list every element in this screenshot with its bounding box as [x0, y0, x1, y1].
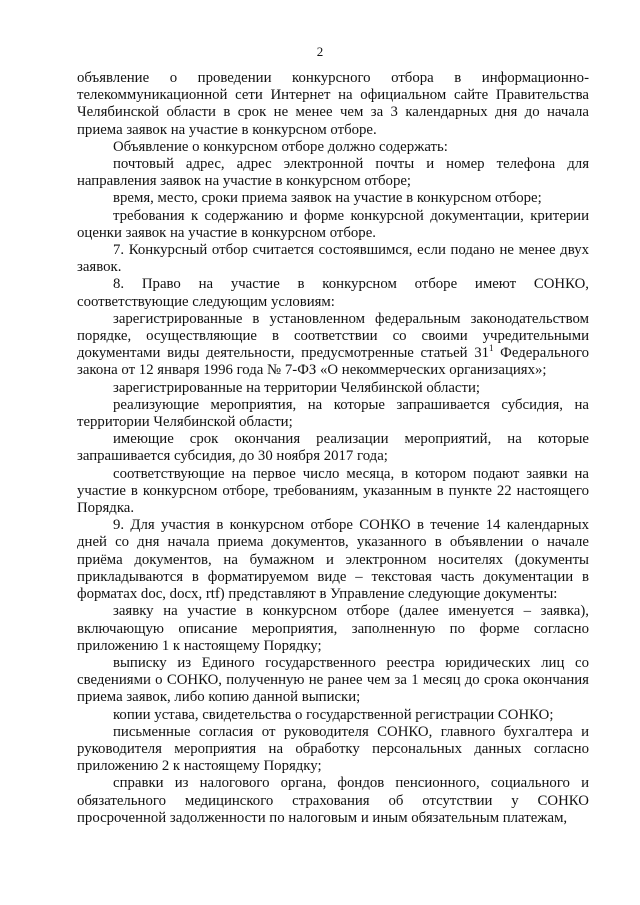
superscript: 1 — [489, 343, 494, 354]
paragraph: 9. Для участия в конкурсном отборе СОНКО в течение 14 календарных дней со дня начала приема документов, указанного в объявлении о начале приёма документов, на бумажном и электронном носителях (документы прикладываются в форматируемом виде – текстовая часть документации в форматах doc, docx, rtf) представляют в Управление следующие документы: — [77, 517, 589, 603]
paragraph: письменные согласия от руководителя СОНКО, главного бухгалтера и руководителя мероприятия на обработку персональных данных согласно приложению 2 к настоящему Порядку; — [77, 723, 589, 775]
paragraph-text: Федерального закона от 12 января 1996 года № 7-ФЗ «О некоммерческих организациях»; — [77, 345, 589, 379]
paragraph: выписку из Единого государственного реестра юридических лиц со сведениями о СОНКО, полученную не ранее чем за 1 месяц до срока окончания приема заявок, либо копию данной выписки; — [77, 654, 589, 706]
paragraph: справки из налогового органа, фондов пенсионного, социального и обязательного медицинского страхования об отсутствии у СОНКО просроченной задолженности по налоговым и иным обязательным платежам, — [77, 775, 589, 826]
page-number: 2 — [316, 44, 324, 59]
paragraph: Объявление о конкурсном отборе должно содержать: — [113, 138, 448, 155]
paragraph: имеющие срок окончания реализации мероприятий, на которые запрашивается субсидия, до 30 ноября 2017 года; — [77, 431, 589, 465]
paragraph: объявление о проведении конкурсного отбора в информационно-телекоммуникационной сети Интернет на официальном сайте Правительства Челябинской области в срок не менее чем за 3 календарных дня до начала приема заявок на участие в конкурсном отборе. — [77, 70, 589, 138]
paragraph: соответствующие на первое число месяца, в котором подают заявки на участие в конкурсном отборе, требованиям, указанным в пункте 22 настоящего Порядка. — [77, 465, 589, 517]
paragraph: зарегистрированные на территории Челябинской области; — [113, 379, 480, 396]
paragraph: копии устава, свидетельства о государственной регистрации СОНКО; — [113, 706, 554, 723]
paragraph: реализующие мероприятия, на которые запрашивается субсидия, на территории Челябинской области; — [77, 396, 589, 431]
paragraph: время, место, сроки приема заявок на участие в конкурсном отборе; — [113, 190, 542, 207]
document-body — [77, 70, 589, 827]
paragraph: требования к содержанию и форме конкурсной документации, критерии оценки заявок на участие в конкурсном отборе. — [77, 207, 589, 241]
paragraph-text: зарегистрированные в установленном федеральным законодательством порядке, осуществляющие в соответствии со своими учредительными документами виды деятельности, предусмотренные статьей 31 — [77, 310, 589, 362]
paragraph: 8. Право на участие в конкурсном отборе имеют СОНКО, соответствующие следующим условиям: — [77, 276, 589, 310]
paragraph: 7. Конкурсный отбор считается состоявшимся, если подано не менее двух заявок. — [77, 242, 589, 276]
paragraph: заявку на участие в конкурсном отборе (далее именуется – заявка), включающую описание мероприятия, заполненную по форме согласно приложению 1 к настоящему Порядку; — [77, 603, 589, 654]
paragraph — [77, 311, 589, 380]
paragraph: почтовый адрес, адрес электронной почты и номер телефона для направления заявок на участие в конкурсном отборе; — [77, 156, 589, 190]
